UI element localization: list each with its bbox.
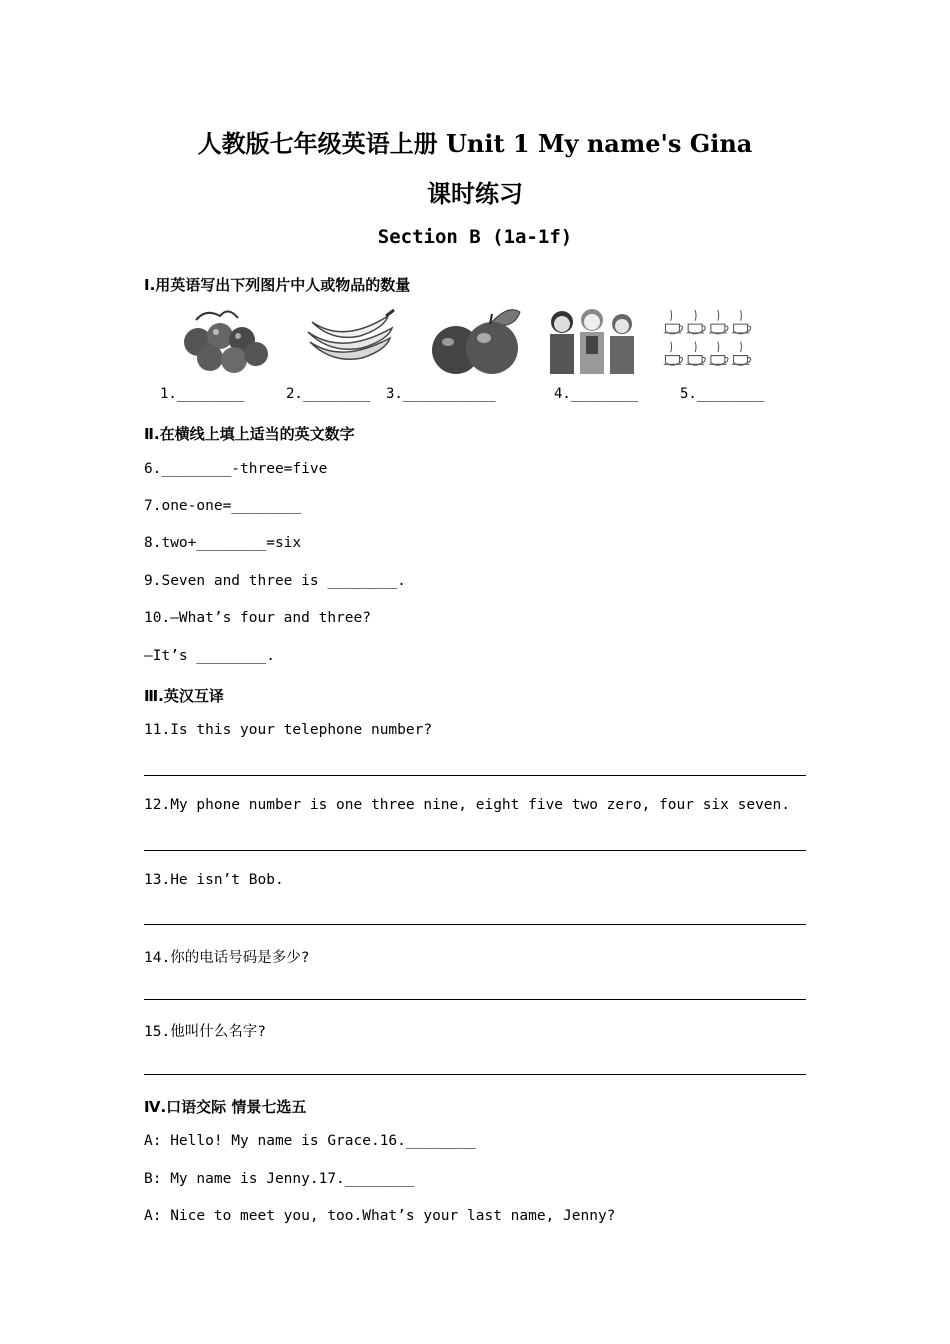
bananas-image (302, 302, 398, 376)
dialogue-line[interactable]: B: My name is Jenny.17.________ (144, 1171, 415, 1187)
question-line[interactable]: 7.one-one=________ (144, 498, 302, 514)
translation-question: 14.你的电话号码是多少? (144, 950, 310, 966)
dialogue-line: A: Nice to meet you, too.What’s your last name, Jenny? (144, 1208, 616, 1224)
question-line[interactable]: 6.________-three=five (144, 461, 328, 477)
page-subtitle: 课时练习 (427, 179, 523, 208)
answer-blank-2[interactable]: 2.________ (286, 386, 371, 402)
part3-heading: Ⅲ.英汉互译 (144, 687, 224, 705)
answer-blank-3[interactable]: 3.___________ (386, 386, 496, 402)
answer-blank-5[interactable]: 5.________ (680, 386, 765, 402)
answer-blank-4[interactable]: 4.________ (554, 386, 639, 402)
tomatoes-image (176, 302, 272, 376)
answer-line[interactable] (144, 1074, 806, 1075)
answer-line[interactable] (144, 850, 806, 851)
question-line[interactable]: 9.Seven and three is ________. (144, 573, 406, 589)
question-line: 10.—What’s four and three? (144, 610, 371, 626)
part1-heading: Ⅰ.用英语写出下列图片中人或物品的数量 (144, 276, 411, 294)
part4-heading: Ⅳ.口语交际 情景七选五 (144, 1098, 307, 1116)
answer-line[interactable] (144, 775, 806, 776)
answer-line[interactable] (144, 999, 806, 1000)
translation-question: 13.He isn’t Bob. (144, 872, 284, 888)
apples-image (428, 302, 524, 376)
cups-image (662, 302, 758, 376)
children-image (544, 302, 640, 376)
section-label: Section B (1a-1f) (377, 226, 573, 248)
dialogue-line[interactable]: A: Hello! My name is Grace.16.________ (144, 1133, 476, 1149)
question-line[interactable]: 8.two+________=six (144, 535, 302, 551)
part2-heading: Ⅱ.在横线上填上适当的英文数字 (144, 425, 355, 443)
translation-question: 12.My phone number is one three nine, eight five two zero, four six seven. (144, 797, 791, 813)
translation-question: 15.他叫什么名字? (144, 1024, 266, 1040)
question-line[interactable]: —It’s ________. (144, 648, 275, 664)
answer-line[interactable] (144, 924, 806, 925)
translation-question: 11.Is this your telephone number? (144, 722, 433, 738)
answer-blank-1[interactable]: 1.________ (160, 386, 245, 402)
page-title: 人教版七年级英语上册 Unit 1 My name's Gina (197, 129, 753, 158)
